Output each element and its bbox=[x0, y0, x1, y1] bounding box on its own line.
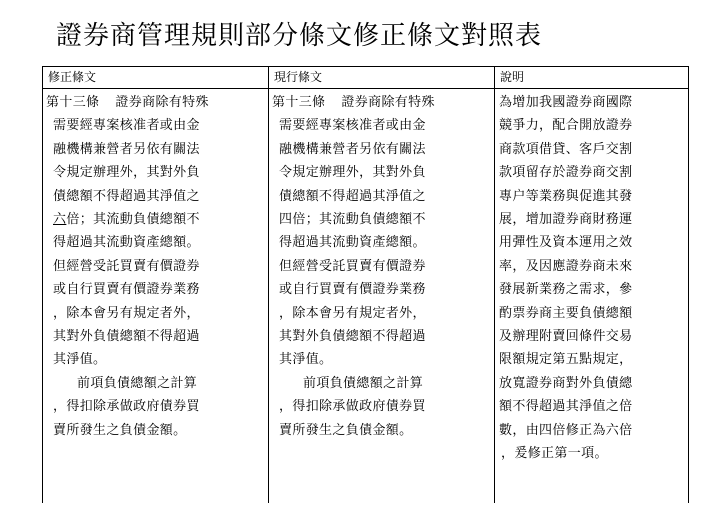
text-line: 賣所發生之負債金額。 bbox=[279, 422, 413, 438]
text-line: 數，由四倍修正為六倍 bbox=[499, 422, 633, 438]
text-line: 前項負債總額之計算 bbox=[303, 375, 424, 391]
text-line: ，得扣除承做政府債券買 bbox=[279, 399, 426, 415]
article-number: 第十三條 bbox=[272, 95, 326, 110]
text-line: 但經營受託買賣有價證券 bbox=[53, 258, 200, 274]
note-text-cell bbox=[495, 89, 689, 504]
text-line: 及辦理附賣回條件交易 bbox=[499, 329, 633, 345]
article-number: 第十三條 bbox=[46, 95, 100, 110]
header-note: 說明 bbox=[495, 67, 689, 89]
text-line: 放寬證券商對外負債總 bbox=[499, 375, 633, 391]
header-current: 現行條文 bbox=[269, 67, 495, 89]
text-line: 四倍；其流動負債總額不 bbox=[279, 212, 426, 228]
text-line: 融機構兼營者另依有關法 bbox=[53, 141, 200, 157]
page-title: 證券商管理規則部分條文修正條文對照表 bbox=[56, 21, 543, 51]
text-line: 額不得超過其淨值之倍 bbox=[499, 399, 633, 415]
text-line: 融機構兼營者另依有關法 bbox=[279, 141, 426, 157]
text-line: 需要經專案核准者或由金 bbox=[279, 118, 426, 134]
text-line: 專户等業務與促進其發 bbox=[499, 188, 633, 204]
text-line: ，除本會另有規定者外， bbox=[53, 305, 200, 321]
text-line: 限額規定第五點規定， bbox=[499, 352, 633, 368]
table-row bbox=[43, 89, 689, 504]
text-line bbox=[43, 91, 268, 114]
text-line: 得超過其流動資產總額。 bbox=[279, 235, 426, 251]
text-line: 令規定辦理外，其對外負 bbox=[279, 165, 426, 181]
text-line: ，得扣除承做政府債券買 bbox=[53, 399, 200, 415]
current-text-cell bbox=[269, 89, 495, 504]
header-amended: 修正條文 bbox=[43, 67, 269, 89]
text-line: 前項負債總額之計算 bbox=[77, 375, 198, 391]
text-line: 其對外負債總額不得超過 bbox=[53, 329, 200, 345]
text-line: 債總額不得超過其淨值之 bbox=[279, 188, 426, 204]
comparison-table bbox=[42, 66, 689, 503]
text-line: 率，及因應證券商未來 bbox=[499, 258, 633, 274]
text-fragment: 證券商除有特殊 bbox=[341, 95, 435, 110]
text-line: 展，增加證券商財務運 bbox=[499, 212, 633, 228]
text-line: 得超過其流動資產總額。 bbox=[53, 235, 200, 251]
text-line: 需要經專案核准者或由金 bbox=[53, 118, 200, 134]
text-line: 但經營受託買賣有價證券 bbox=[279, 258, 426, 274]
text-line bbox=[269, 91, 494, 114]
text-line: 酌票券商主要負債總額 bbox=[499, 305, 633, 321]
text-line: ，爰修正第一項。 bbox=[501, 446, 608, 462]
text-line: 其淨值。 bbox=[53, 352, 107, 368]
amended-value-underlined: 六 bbox=[53, 212, 67, 228]
text-line: 其對外負債總額不得超過 bbox=[279, 329, 426, 345]
text-fragment: 倍；其流動負債總額不 bbox=[66, 212, 200, 228]
text-line bbox=[43, 208, 268, 231]
text-line: 債總額不得超過其淨值之 bbox=[53, 188, 200, 204]
text-line: ，除本會另有規定者外， bbox=[279, 305, 426, 321]
text-line: 用彈性及資本運用之效 bbox=[499, 235, 633, 251]
text-line: 款項留存於證券商交割 bbox=[499, 165, 633, 181]
text-line: 或自行買賣有價證券業務 bbox=[279, 282, 426, 298]
text-line: 或自行買賣有價證券業務 bbox=[53, 282, 200, 298]
text-line: 賣所發生之負債金額。 bbox=[53, 422, 187, 438]
text-line: 競爭力，配合開放證券 bbox=[499, 118, 633, 134]
text-line: 令規定辦理外，其對外負 bbox=[53, 165, 200, 181]
text-fragment: 證券商除有特殊 bbox=[115, 95, 209, 110]
text-line: 其淨值。 bbox=[279, 352, 333, 368]
amended-text-cell bbox=[43, 89, 269, 504]
table-header-row bbox=[43, 67, 689, 89]
text-line: 商款項借貸、客戶交割 bbox=[499, 141, 633, 157]
text-line: 為增加我國證券商國際 bbox=[499, 95, 633, 110]
text-line: 發展新業務之需求，參 bbox=[499, 282, 633, 298]
